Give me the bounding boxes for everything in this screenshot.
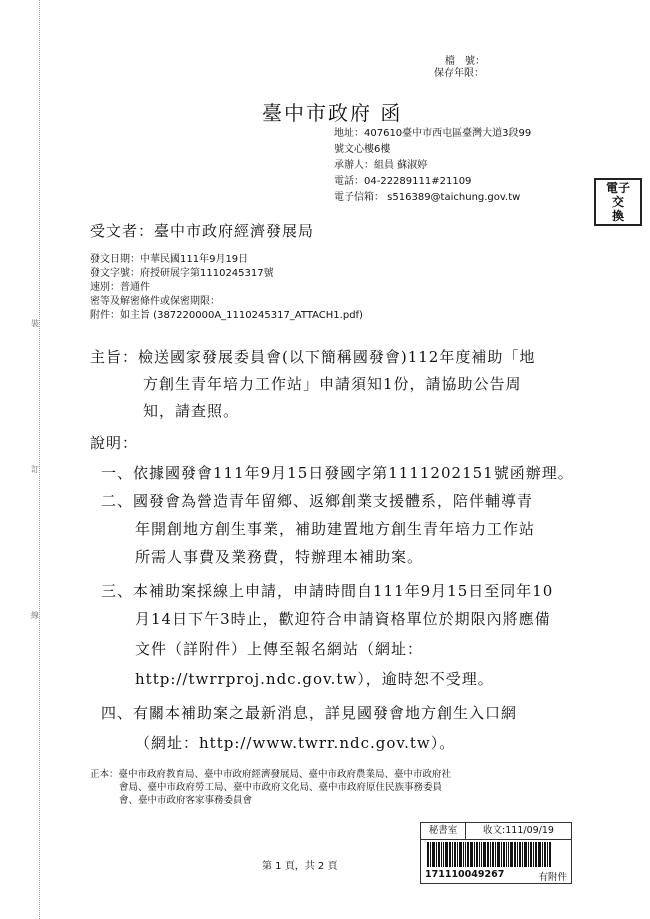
electronic-exchange-stamp bbox=[594, 178, 642, 226]
margin-mark-2: 訂 bbox=[31, 465, 39, 474]
stamp-top-row bbox=[421, 823, 571, 840]
item-3-line-2: 月14日下午3時止，歡迎符合申請資格單位於期限內將應備 bbox=[135, 610, 551, 628]
margin-mark-1: 裝 bbox=[31, 319, 39, 328]
issue-date: 發文日期：中華民國111年9月19日 bbox=[90, 254, 249, 265]
stamp-bottom-row bbox=[425, 869, 567, 883]
sender-address: 地址：407610臺中市西屯區臺灣大道3段99 bbox=[334, 128, 532, 139]
item-3-line-3: 文件（詳附件）上傳至報名網站（網址： bbox=[135, 640, 424, 658]
stamp-line-3: 換 bbox=[611, 209, 624, 223]
explanation-label: 說明： bbox=[90, 434, 139, 452]
document-number: 發文字號：府授研展字第1110245317號 bbox=[90, 268, 274, 279]
sender-phone: 電話：04-22289111#21109 bbox=[334, 176, 472, 187]
cc-block bbox=[90, 768, 451, 807]
stamp-received-date: 收文:111/09/19 bbox=[483, 825, 554, 836]
item-2-line-1: 二、國發會為營造青年留鄉、返鄉創業支援體系，陪伴輔導青 bbox=[101, 492, 534, 510]
item-2-line-3: 所需人事費及業務費，特辦理本補助案。 bbox=[135, 548, 424, 566]
receipt-stamp bbox=[420, 822, 572, 884]
cc-line-1: 正本：臺中市政府教育局、臺中市政府經濟發展局、臺中市政府農業局、臺中市政府社 bbox=[90, 769, 452, 780]
subject-line-2: 方創生青年培力工作站」申請須知1份，請協助公告周 bbox=[143, 375, 522, 393]
meta-block bbox=[90, 253, 363, 323]
binding-line bbox=[39, 0, 40, 919]
item-3-line-1: 三、本補助案採線上申請，申請時間自111年9月15日至同年10 bbox=[101, 582, 554, 600]
sender-email: 電子信箱： s516389@taichung.gov.tw bbox=[334, 192, 521, 203]
cc-line-2: 會局、臺中市政府勞工局、臺中市政府文化局、臺中市政府原住民族事務委員 bbox=[119, 782, 443, 793]
item-2-line-2: 年開創地方創生事業，補助建置地方創生青年培力工作站 bbox=[135, 520, 536, 538]
item-3-line-4: http://twrrproj.ndc.gov.tw），逾時恕不受理。 bbox=[135, 670, 494, 688]
stamp-line-1: 電子 bbox=[605, 181, 630, 195]
item-4-line-2: （網址：http://www.twrr.ndc.gov.tw）。 bbox=[135, 734, 456, 752]
page-indicator: 第 1 頁，共 2 頁 bbox=[262, 861, 338, 872]
secrecy: 密等及解密條件或保密期限： bbox=[90, 296, 220, 307]
stamp-line-2: 交 bbox=[611, 195, 624, 209]
attachment-note: 有附件 bbox=[538, 872, 567, 883]
barcode-number: 17111004926​7 bbox=[425, 869, 505, 880]
item-4-line-1: 四、有關本補助案之最新消息，詳見國發會地方創生入口網 bbox=[101, 704, 518, 722]
sender-address-cont: 號文心樓6樓 bbox=[334, 144, 391, 155]
sender-block bbox=[334, 126, 531, 206]
stamp-office: 秘書室 bbox=[421, 823, 466, 839]
speed: 速別：普通件 bbox=[90, 282, 150, 293]
subject-line-3: 知，請查照。 bbox=[143, 402, 240, 420]
sender-handler: 承辦人：組員 蘇淑婷 bbox=[334, 160, 428, 171]
cc-line-3: 會、臺中市政府客家事務委員會 bbox=[119, 795, 253, 806]
file-number-label: 檔 號： bbox=[445, 56, 485, 67]
recipient: 受文者：臺中市政府經濟發展局 bbox=[90, 222, 315, 240]
barcode bbox=[427, 842, 565, 867]
document-title: 臺中市政府 函 bbox=[262, 101, 403, 125]
retention-label: 保存年限： bbox=[434, 68, 484, 79]
attachment: 附件：如主旨 (387220000A_1110245317_ATTACH1.pdf) bbox=[90, 310, 363, 321]
subject-line-1: 主旨：檢送國家發展委員會(以下簡稱國發會)112年度補助「地 bbox=[90, 348, 536, 366]
item-1-line-1: 一、依據國發會111年9月15日發國字第1111202151號函辦理。 bbox=[101, 464, 574, 482]
margin-mark-3: 線 bbox=[31, 611, 39, 620]
